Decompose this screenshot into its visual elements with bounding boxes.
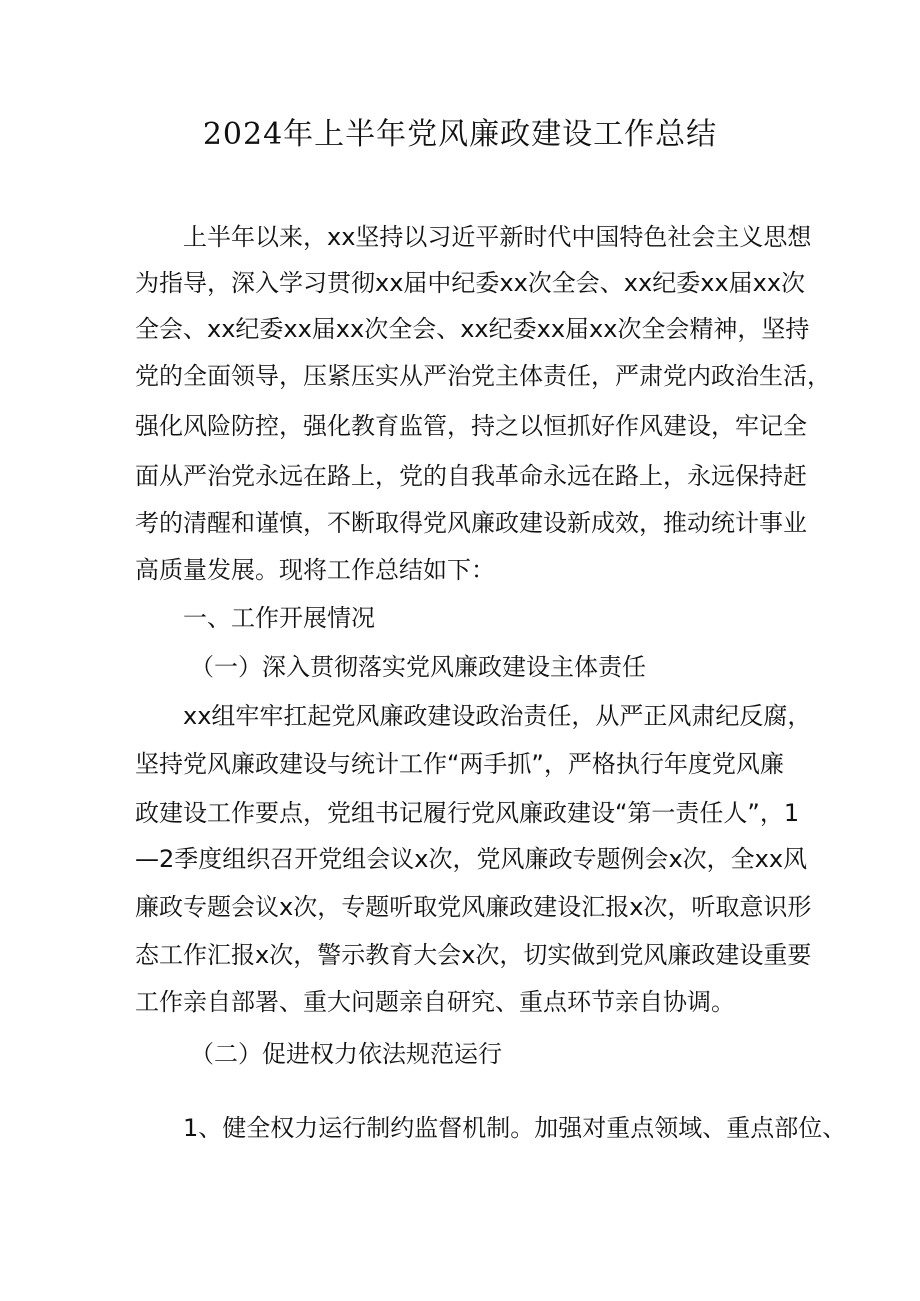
paragraph-line: xx组牢牢扛起党风廉政建设政治责任，从严正风肃纪反腐， — [183, 702, 812, 730]
subsection-heading: （一）深入贯彻落实党风廉政建设主体责任 — [190, 653, 646, 681]
paragraph-line: 廉政专题会议x次，专题听取党风廉政建设汇报x次，听取意识形 — [135, 893, 812, 921]
paragraph-line: 态工作汇报x次，警示教育大会x次，切实做到党风廉政建设重要 — [135, 941, 812, 969]
paragraph-line: 面从严治党永远在路上，党的自我革命永远在路上，永远保持赶 — [135, 462, 807, 490]
paragraph-line: 坚持党风廉政建设与统计工作“两手抓”，严格执行年度党风廉 — [135, 750, 784, 778]
paragraph-line: 上半年以来，xx坚持以习近平新时代中国特色社会主义思想 — [183, 223, 812, 251]
paragraph-line: 政建设工作要点，党组书记履行党风廉政建设“第一责任人”，1 — [135, 799, 800, 827]
paragraph-line: 为指导，深入学习贯彻xx届中纪委xx次全会、xx纪委xx届xx次 — [135, 269, 806, 297]
paragraph-line: —2季度组织召开党组会议x次，党风廉政专题例会x次，全xx风 — [135, 845, 808, 873]
section-heading: 一、工作开展情况 — [183, 604, 375, 632]
paragraph-line: 高质量发展。现将工作总结如下： — [135, 556, 495, 584]
paragraph-line: 考的清醒和谨慎，不断取得党风廉政建设新成效，推动统计事业 — [135, 509, 807, 537]
paragraph-line: 工作亲自部署、重大问题亲自研究、重点环节亲自协调。 — [135, 988, 735, 1016]
paragraph-line: 党的全面领导，压紧压实从严治党主体责任，严肃党内政治生活， — [135, 362, 831, 390]
subsection-heading: （二）促进权力依法规范运行 — [190, 1040, 502, 1068]
paragraph-line: 全会、xx纪委xx届xx次全会、xx纪委xx届xx次全会精神，坚持 — [135, 315, 810, 343]
paragraph-line: 强化风险防控，强化教育监管，持之以恒抓好作风建设，牢记全 — [135, 412, 807, 440]
document-title: 2024年上半年党风廉政建设工作总结 — [202, 117, 718, 152]
paragraph-line: 1、健全权力运行制约监督机制。加强对重点领域、重点部位、 — [183, 1114, 847, 1142]
